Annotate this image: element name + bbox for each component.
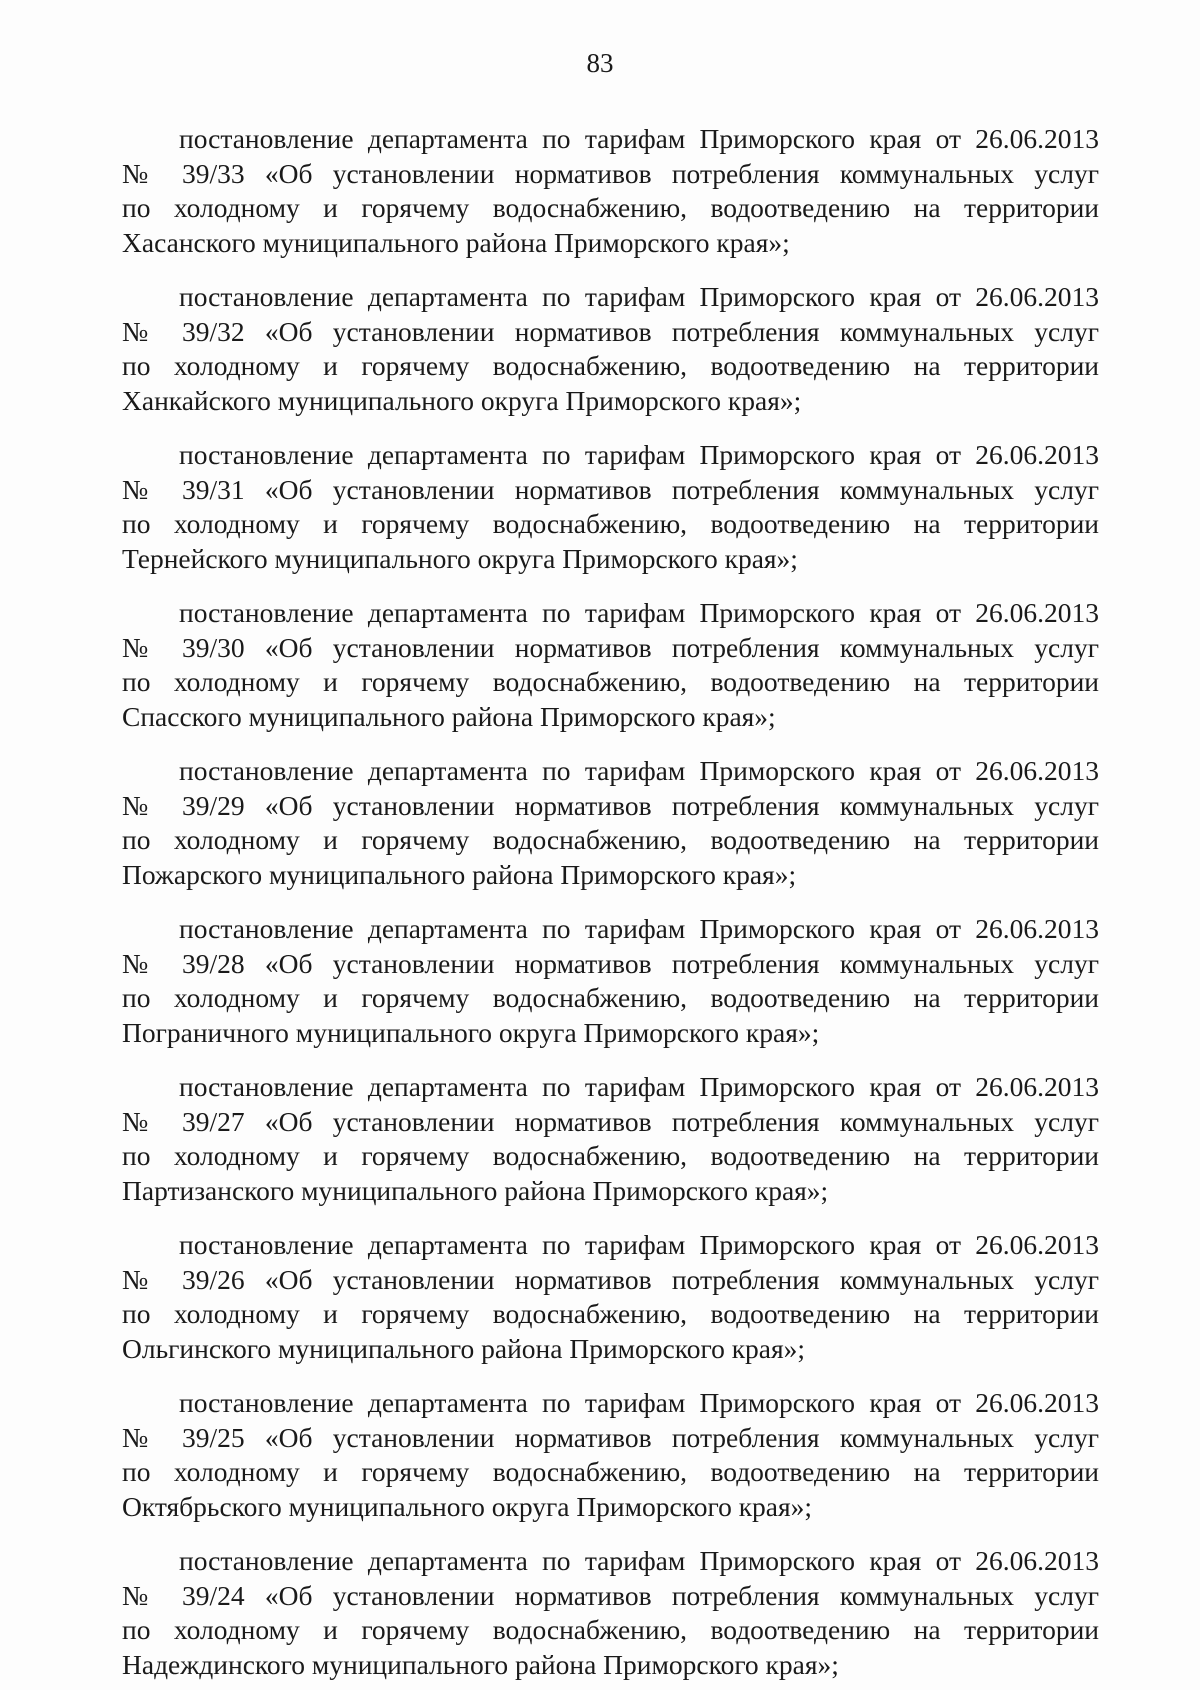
paragraph-line: № 39/25 «Об установлении нормативов потребления коммунальных услуг — [122, 1421, 1099, 1453]
paragraph-line: Тернейского муниципального округа Приморского края»; — [122, 542, 798, 574]
paragraph-line: постановление департамента по тарифам Приморского края от 26.06.2013 — [179, 281, 1099, 312]
paragraph-line: Надеждинского муниципального района Приморского края»; — [122, 1648, 839, 1680]
document-body — [122, 122, 1099, 1702]
paragraph-line: по холодному и горячему водоснабжению, водоотведению на территории — [122, 508, 1099, 539]
paragraph-line: № 39/27 «Об установлении нормативов потребления коммунальных услуг — [122, 1105, 1099, 1137]
paragraph-7 — [122, 1070, 1099, 1208]
paragraph-line: постановление департамента по тарифам Приморского края от 26.06.2013 — [179, 1387, 1099, 1418]
paragraph-line: Ханкайского муниципального округа Приморского края»; — [122, 384, 802, 416]
paragraph-line: по холодному и горячему водоснабжению, водоотведению на территории — [122, 824, 1099, 855]
paragraph-line: постановление департамента по тарифам Приморского края от 26.06.2013 — [179, 1071, 1099, 1102]
paragraph-line: постановление департамента по тарифам Приморского края от 26.06.2013 — [179, 123, 1099, 154]
paragraph-line: № 39/32 «Об установлении нормативов потребления коммунальных услуг — [122, 315, 1099, 347]
paragraph-line: № 39/29 «Об установлении нормативов потребления коммунальных услуг — [122, 789, 1099, 821]
paragraph-line: № 39/26 «Об установлении нормативов потребления коммунальных услуг — [122, 1263, 1099, 1295]
paragraph-line: постановление департамента по тарифам Приморского края от 26.06.2013 — [179, 913, 1099, 944]
paragraph-8 — [122, 1228, 1099, 1366]
paragraph-4 — [122, 596, 1099, 734]
paragraph-line: по холодному и горячему водоснабжению, водоотведению на территории — [122, 1456, 1099, 1487]
paragraph-line: Спасского муниципального района Приморского края»; — [122, 700, 776, 732]
paragraph-line: № 39/24 «Об установлении нормативов потребления коммунальных услуг — [122, 1579, 1099, 1611]
paragraph-line: по холодному и горячему водоснабжению, водоотведению на территории — [122, 1298, 1099, 1329]
paragraph-line: по холодному и горячему водоснабжению, водоотведению на территории — [122, 666, 1099, 697]
paragraph-line: Пожарского муниципального района Приморского края»; — [122, 858, 797, 890]
paragraph-line: Ольгинского муниципального района Приморского края»; — [122, 1332, 806, 1364]
paragraph-line: по холодному и горячему водоснабжению, водоотведению на территории — [122, 1614, 1099, 1645]
paragraph-2 — [122, 280, 1099, 418]
page-number: 83 — [586, 48, 614, 78]
paragraph-line: Партизанского муниципального района Приморского края»; — [122, 1174, 829, 1206]
paragraph-9 — [122, 1386, 1099, 1524]
paragraph-line: постановление департамента по тарифам Приморского края от 26.06.2013 — [179, 1545, 1099, 1576]
paragraph-1 — [122, 122, 1099, 260]
paragraph-line: по холодному и горячему водоснабжению, водоотведению на территории — [122, 982, 1099, 1013]
paragraph-line: постановление департамента по тарифам Приморского края от 26.06.2013 — [179, 439, 1099, 470]
paragraph-line: постановление департамента по тарифам Приморского края от 26.06.2013 — [179, 755, 1099, 786]
paragraph-6 — [122, 912, 1099, 1050]
paragraph-line: по холодному и горячему водоснабжению, водоотведению на территории — [122, 1140, 1099, 1171]
paragraph-line: Октябрьского муниципального округа Приморского края»; — [122, 1490, 813, 1522]
paragraph-line: Пограничного муниципального округа Приморского края»; — [122, 1016, 820, 1048]
paragraph-line: № 39/28 «Об установлении нормативов потребления коммунальных услуг — [122, 947, 1099, 979]
paragraph-3 — [122, 438, 1099, 576]
paragraph-line: по холодному и горячему водоснабжению, водоотведению на территории — [122, 192, 1099, 223]
paragraph-line: № 39/31 «Об установлении нормативов потребления коммунальных услуг — [122, 473, 1099, 505]
paragraph-line: постановление департамента по тарифам Приморского края от 26.06.2013 — [179, 1229, 1099, 1260]
paragraph-line: № 39/30 «Об установлении нормативов потребления коммунальных услуг — [122, 631, 1099, 663]
paragraph-line: по холодному и горячему водоснабжению, водоотведению на территории — [122, 350, 1099, 381]
paragraph-10 — [122, 1544, 1099, 1682]
paragraph-line: № 39/33 «Об установлении нормативов потребления коммунальных услуг — [122, 157, 1099, 189]
paragraph-5 — [122, 754, 1099, 892]
paragraph-line: постановление департамента по тарифам Приморского края от 26.06.2013 — [179, 597, 1099, 628]
paragraph-line: Хасанского муниципального района Приморского края»; — [122, 226, 790, 258]
